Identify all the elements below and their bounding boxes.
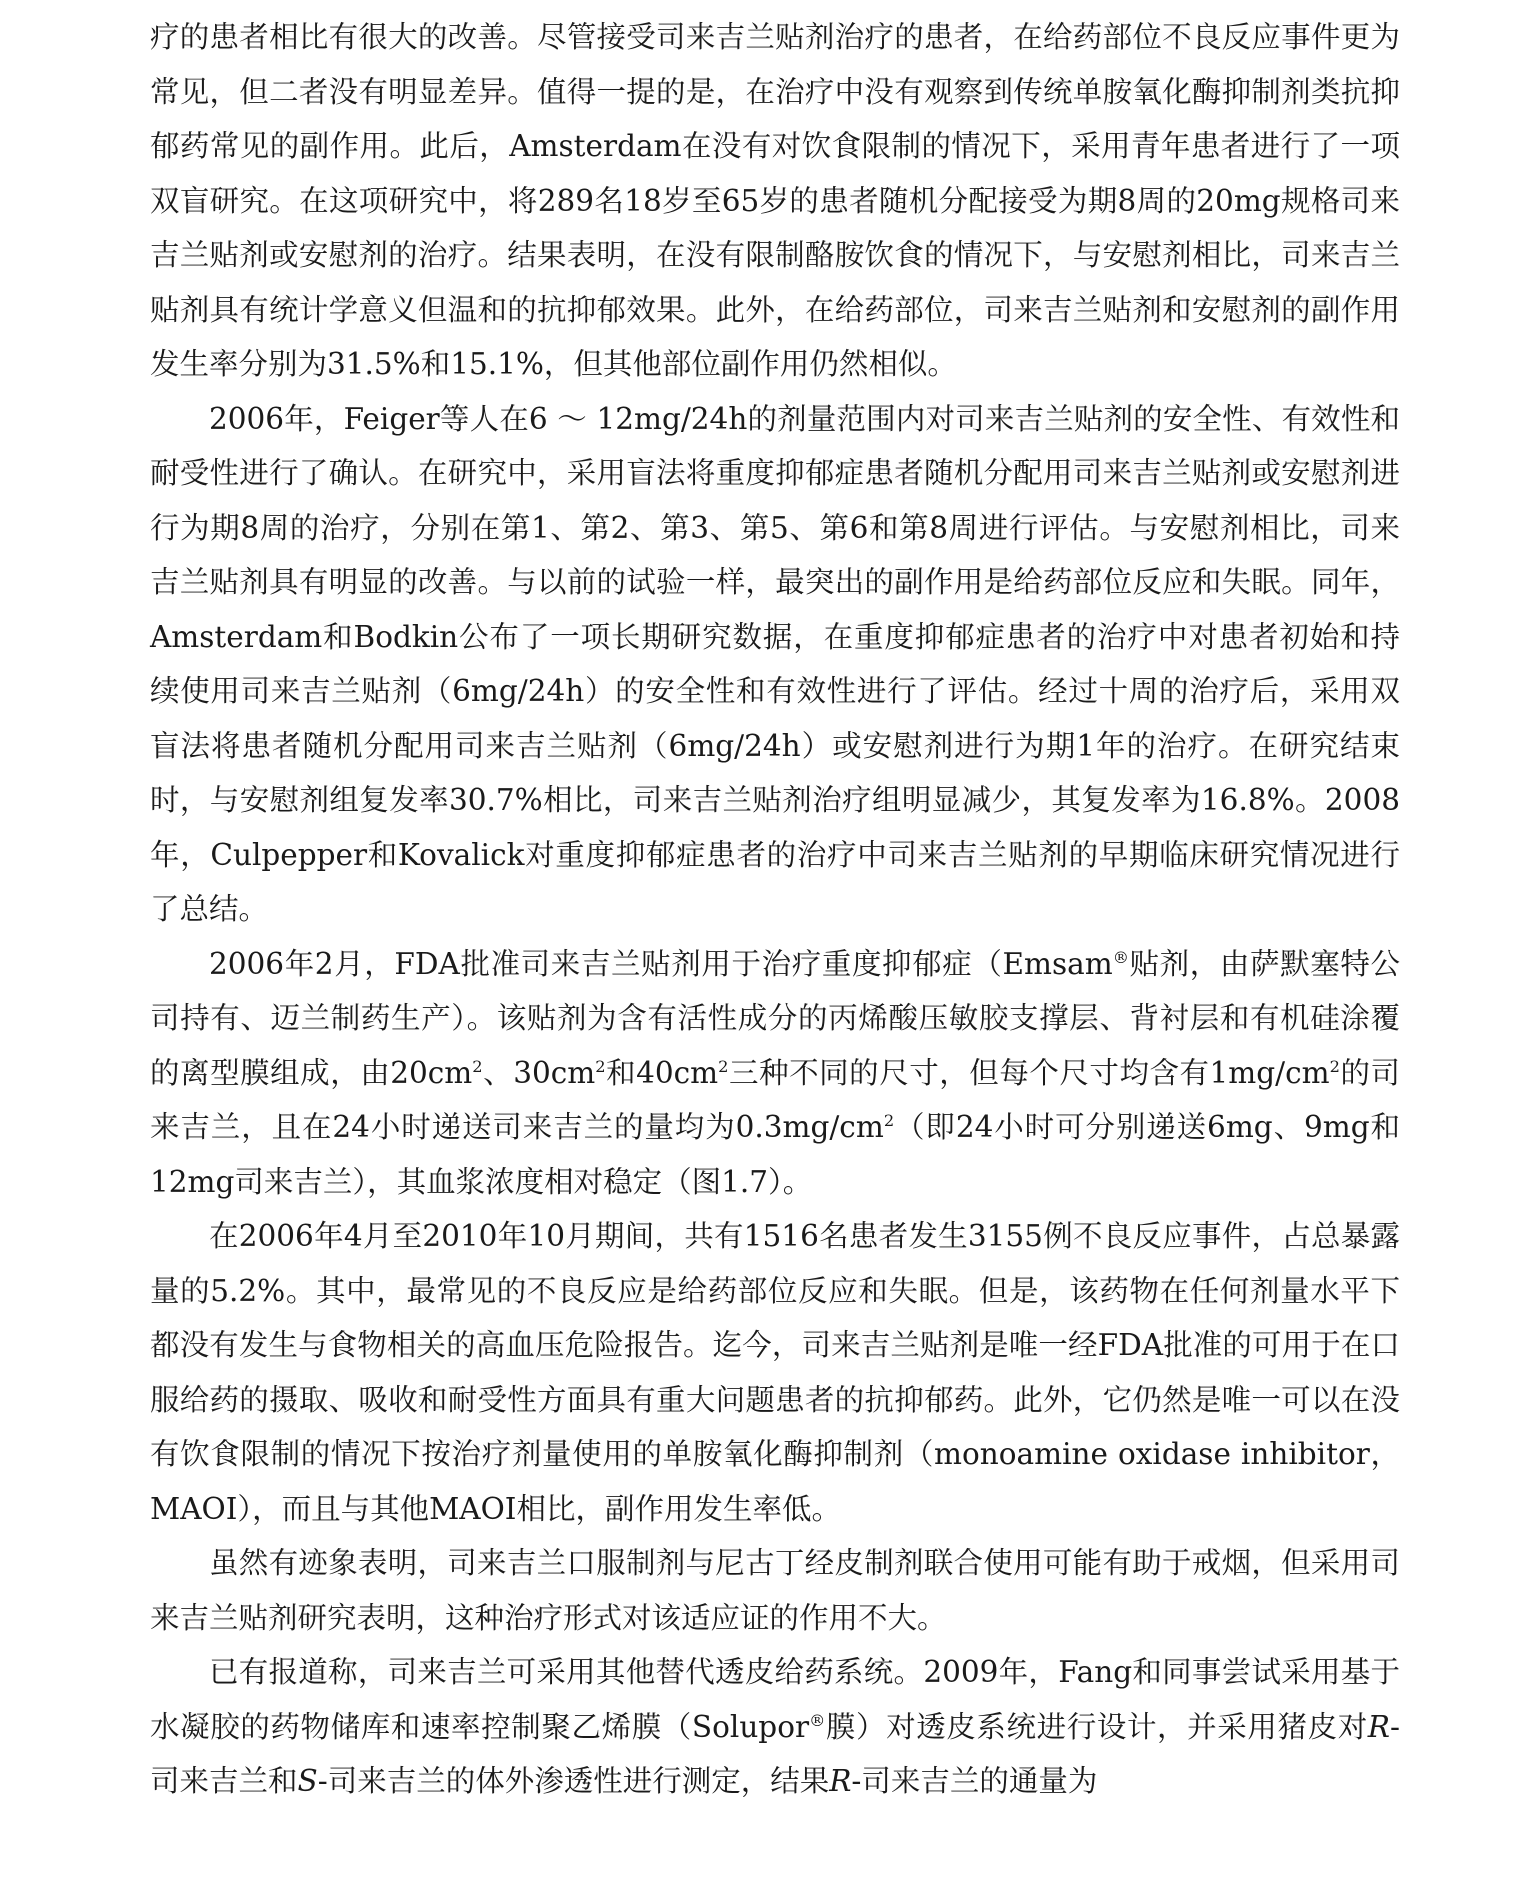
text-run: 的司来吉兰，且在24小时递送司来吉兰的量均为0.3mg/cm bbox=[150, 1055, 1400, 1144]
text-run: -司来吉兰的体外渗透性进行测定，结果 bbox=[317, 1764, 830, 1798]
superscript: 2 bbox=[883, 1111, 895, 1131]
superscript: 2 bbox=[1329, 1056, 1340, 1076]
italic-text: S bbox=[297, 1764, 318, 1798]
paragraph-6 bbox=[150, 1645, 1400, 1809]
paragraph-2 bbox=[150, 392, 1400, 937]
superscript: 2 bbox=[472, 1056, 483, 1076]
text-run: 贴剂，由萨默塞特公司持有、迈兰制药生产）。该贴剂为含有活性成分的丙烯酸压敏胶支撑层、背衬层和有机硅涂覆的离型膜组成，由20cm bbox=[150, 946, 1400, 1090]
superscript: ® bbox=[1112, 947, 1129, 967]
text-run: 和40cm bbox=[605, 1055, 719, 1090]
text-run: 虽然有迹象表明，司来吉兰口服制剂与尼古丁经皮制剂联合使用可能有助于戒烟，但采用司来吉兰贴剂研究表明，这种治疗形式对该适应证的作用不大。 bbox=[150, 1546, 1400, 1635]
superscript: 2 bbox=[718, 1056, 729, 1076]
text-run: 在2006年4月至2010年10月期间，共有1516名患者发生3155例不良反应事件，占总暴露量的5.2%。其中，最常见的不良反应是给药部位反应和失眠。但是，该药物在任何剂量水平下都没有发生与食物相关的高血压危险报告。迄今，司来吉兰贴剂是唯一经FDA批准的可用于在口服给药的摄取、吸收和耐受性方面具有重大问题患者的抗抑郁药。此外，它仍然是唯一可以在没有饮食限制的情况下按治疗剂量使用的单胺氧化酶抑制剂（monoamine oxidase inhibitor，MAOI），而且与其他MAOI相比，副作用发生率低。 bbox=[150, 1219, 1400, 1526]
text-run: 已有报道称，司来吉兰可采用其他替代透皮给药系统。2009年，Fang和同事尝试采用基于水凝胶的药物储库和速率控制聚乙烯膜（Solupor bbox=[150, 1655, 1400, 1744]
superscript: 2 bbox=[595, 1056, 606, 1076]
text-run: -司来吉兰和 bbox=[150, 1709, 1400, 1798]
paragraph-3 bbox=[150, 937, 1400, 1210]
text-run: 2006年2月，FDA批准司来吉兰贴剂用于治疗重度抑郁症（Emsam bbox=[209, 946, 1113, 981]
superscript: ® bbox=[809, 1710, 826, 1730]
italic-text: R bbox=[829, 1764, 852, 1798]
paragraph-5 bbox=[150, 1536, 1400, 1645]
text-run: （即24小时可分别递送6mg、9mg和12mg司来吉兰），其血浆浓度相对稳定（图1.7）。 bbox=[150, 1110, 1400, 1199]
text-run: -司来吉兰的通量为 bbox=[851, 1764, 1098, 1798]
text-run: 2006年，Feiger等人在6 ～ 12mg/24h的剂量范围内对司来吉兰贴剂的安全性、有效性和耐受性进行了确认。在研究中，采用盲法将重度抑郁症患者随机分配用司来吉兰贴剂或安慰剂进行为期8周的治疗，分别在第1、第2、第3、第5、第6和第8周进行评估。与安慰剂相比，司来吉兰贴剂具有明显的改善。与以前的试验一样，最突出的副作用是给药部位反应和失眠。同年，Amsterdam和Bodkin公布了一项长期研究数据，在重度抑郁症患者的治疗中对患者初始和持续使用司来吉兰贴剂（6mg/24h）的安全性和有效性进行了评估。经过十周的治疗后，采用双盲法将患者随机分配用司来吉兰贴剂（6mg/24h）或安慰剂进行为期1年的治疗。在研究结束时，与安慰剂组复发率30.7%相比，司来吉兰贴剂治疗组明显减少，其复发率为16.8%。2008年，Culpepper和Kovalick对重度抑郁症患者的治疗中司来吉兰贴剂的早期临床研究情况进行了总结。 bbox=[150, 401, 1400, 926]
text-run: 疗的患者相比有很大的改善。尽管接受司来吉兰贴剂治疗的患者，在给药部位不良反应事件更为常见，但二者没有明显差异。值得一提的是，在治疗中没有观察到传统单胺氧化酶抑制剂类抗抑郁药常见的副作用。此后，Amsterdam在没有对饮食限制的情况下，采用青年患者进行了一项双盲研究。在这项研究中，将289名18岁至65岁的患者随机分配接受为期8周的20mg规格司来吉兰贴剂或安慰剂的治疗。结果表明，在没有限制酪胺饮食的情况下，与安慰剂相比，司来吉兰贴剂具有统计学意义但温和的抗抑郁效果。此外，在给药部位，司来吉兰贴剂和安慰剂的副作用发生率分别为31.5%和15.1%，但其他部位副作用仍然相似。 bbox=[150, 20, 1400, 381]
text-run: 、30cm bbox=[482, 1055, 596, 1090]
italic-text: R bbox=[1367, 1709, 1391, 1744]
text-run: 三种不同的尺寸，但每个尺寸均含有1mg/cm bbox=[728, 1055, 1330, 1090]
paragraph-4 bbox=[150, 1209, 1400, 1536]
text-run: 膜）对透皮系统进行设计，并采用猪皮对 bbox=[825, 1709, 1368, 1744]
paragraph-1 bbox=[150, 10, 1400, 392]
